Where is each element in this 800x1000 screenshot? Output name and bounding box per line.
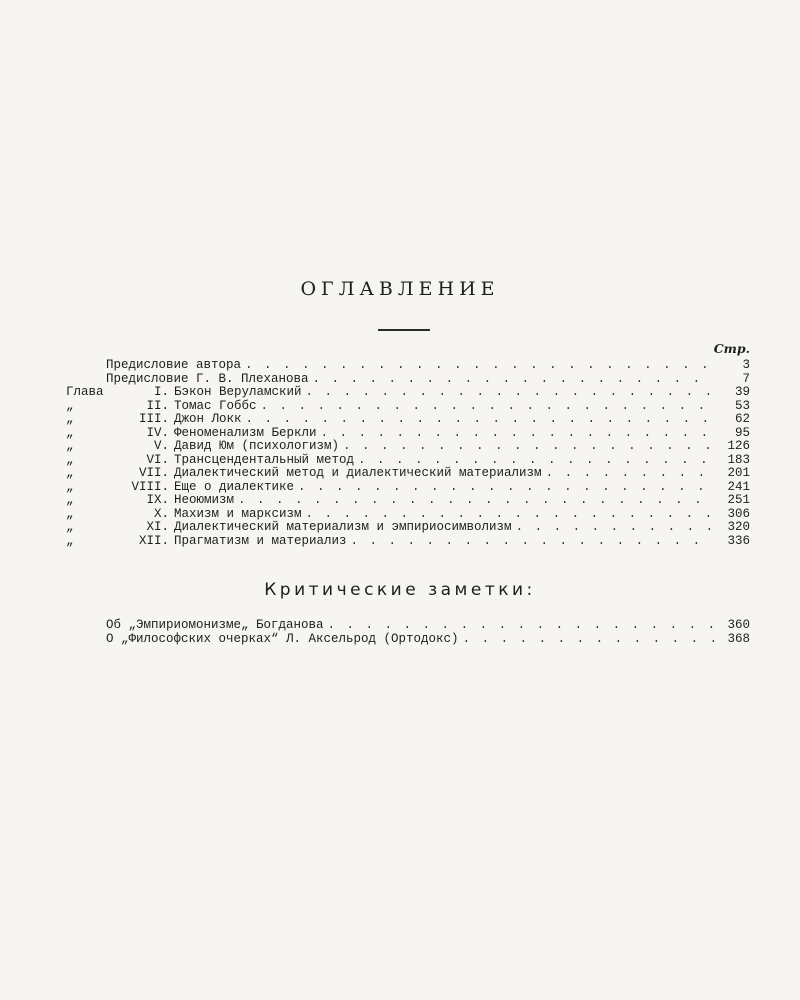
entry-title: Предисловие автора — [106, 358, 242, 372]
entry-page: 368 — [727, 632, 750, 646]
chapter-number: III. — [138, 412, 169, 426]
dot-leader — [343, 440, 714, 454]
dot-leader — [306, 508, 714, 522]
table-of-contents — [66, 342, 750, 548]
entry-page: 3 — [742, 358, 750, 372]
chapter-page: 126 — [727, 439, 750, 453]
chapter-prefix: „ — [66, 506, 74, 521]
chapter-prefix: „ — [66, 493, 74, 507]
chapter-prefix: „ — [66, 479, 74, 494]
chapter-number: VII. — [138, 466, 169, 480]
dot-leader — [516, 521, 714, 535]
chapter-prefix: „ — [66, 412, 74, 426]
critical-notes-heading: Критические заметки: — [264, 580, 536, 600]
dot-leader — [245, 359, 714, 373]
toc-entry — [66, 373, 750, 387]
chapter-title: Диалектический материализм и эмпириосимволизм — [174, 520, 512, 534]
chapter-page: 201 — [727, 466, 750, 480]
chapter-entry — [66, 413, 750, 427]
toc-entry — [106, 618, 750, 632]
chapter-prefix: „ — [66, 425, 74, 440]
chapter-entry — [66, 454, 750, 468]
chapter-entry — [66, 386, 750, 400]
page-title: ОГЛАВЛЕНИЕ — [300, 278, 500, 300]
chapter-page: 62 — [734, 412, 750, 426]
chapter-title: Томас Гоббс — [174, 398, 257, 413]
entry-title: Предисловие Г. В. Плеханова — [106, 371, 309, 386]
chapter-number: I. — [153, 385, 169, 399]
chapter-number: VI. — [146, 452, 169, 467]
dot-leader — [328, 618, 714, 632]
dot-leader — [298, 481, 714, 495]
chapter-page: 39 — [734, 385, 750, 399]
chapter-page: 241 — [727, 479, 750, 494]
dot-leader — [351, 535, 714, 549]
chapter-number: IX. — [146, 493, 169, 507]
chapter-page: 306 — [727, 506, 750, 521]
chapter-page: 95 — [734, 425, 750, 440]
chapter-entry — [66, 400, 750, 414]
entry-page: 7 — [742, 371, 750, 386]
chapter-prefix: „ — [66, 520, 74, 534]
critical-notes-list — [106, 618, 750, 646]
dot-leader — [358, 454, 714, 468]
chapter-title: Бэкон Веруламский — [174, 385, 302, 399]
entry-title: Об „Эмпириомонизме„ Богданова — [106, 618, 324, 632]
chapter-prefix: „ — [66, 398, 74, 413]
chapter-number: XII. — [138, 533, 169, 548]
chapter-page: 336 — [727, 533, 750, 548]
chapter-number: V. — [153, 439, 169, 453]
chapter-prefix: „ — [66, 452, 74, 467]
dot-leader — [261, 400, 714, 414]
entry-title: О „Философских очерках“ Л. Аксельрод (Ортодокс) — [106, 632, 459, 646]
toc-entry — [66, 359, 750, 373]
chapter-entry — [66, 508, 750, 522]
chapter-entry — [66, 427, 750, 441]
dot-leader — [246, 413, 714, 427]
chapter-title: Махизм и марксизм — [174, 506, 302, 521]
chapter-prefix: „ — [66, 533, 74, 548]
chapter-number: X. — [153, 506, 169, 521]
chapter-prefix: „ — [66, 466, 74, 480]
chapter-title: Трансцендентальный метод — [174, 452, 355, 467]
chapter-entry — [66, 440, 750, 454]
chapter-number: II. — [146, 398, 169, 413]
chapter-number: XI. — [146, 520, 169, 534]
chapter-entry — [66, 494, 750, 508]
chapter-page: 183 — [727, 452, 750, 467]
entry-page: 360 — [727, 618, 750, 632]
dot-leader — [546, 467, 714, 481]
chapter-entry — [66, 467, 750, 481]
dot-leader — [238, 494, 714, 508]
title-divider — [378, 329, 430, 331]
chapter-title: Неоюмизм — [174, 493, 235, 507]
chapter-title: Прагматизм и материализ — [174, 533, 347, 548]
dot-leader — [313, 373, 714, 387]
chapter-page: 320 — [727, 520, 750, 534]
chapter-title: Диалектический метод и диалектический материализм — [174, 466, 542, 480]
chapter-prefix: Глава — [66, 385, 104, 399]
dot-leader — [321, 427, 714, 441]
chapter-page: 251 — [727, 493, 750, 507]
chapter-title: Феноменализм Беркли — [174, 425, 317, 440]
chapter-prefix: „ — [66, 439, 74, 453]
chapter-number: IV. — [146, 425, 169, 440]
toc-entry — [106, 632, 750, 646]
chapter-entry — [66, 521, 750, 535]
dot-leader — [306, 386, 714, 400]
chapter-number: VIII. — [131, 479, 169, 494]
dot-leader — [463, 632, 714, 646]
chapter-title: Джон Локк — [174, 412, 242, 426]
chapter-title: Еще о диалектике — [174, 479, 295, 494]
page-column-header: Стр. — [713, 341, 750, 356]
chapter-title: Давид Юм (психологизм) — [174, 439, 340, 453]
chapter-entry — [66, 535, 750, 549]
chapter-page: 53 — [734, 398, 750, 413]
chapter-entry — [66, 481, 750, 495]
